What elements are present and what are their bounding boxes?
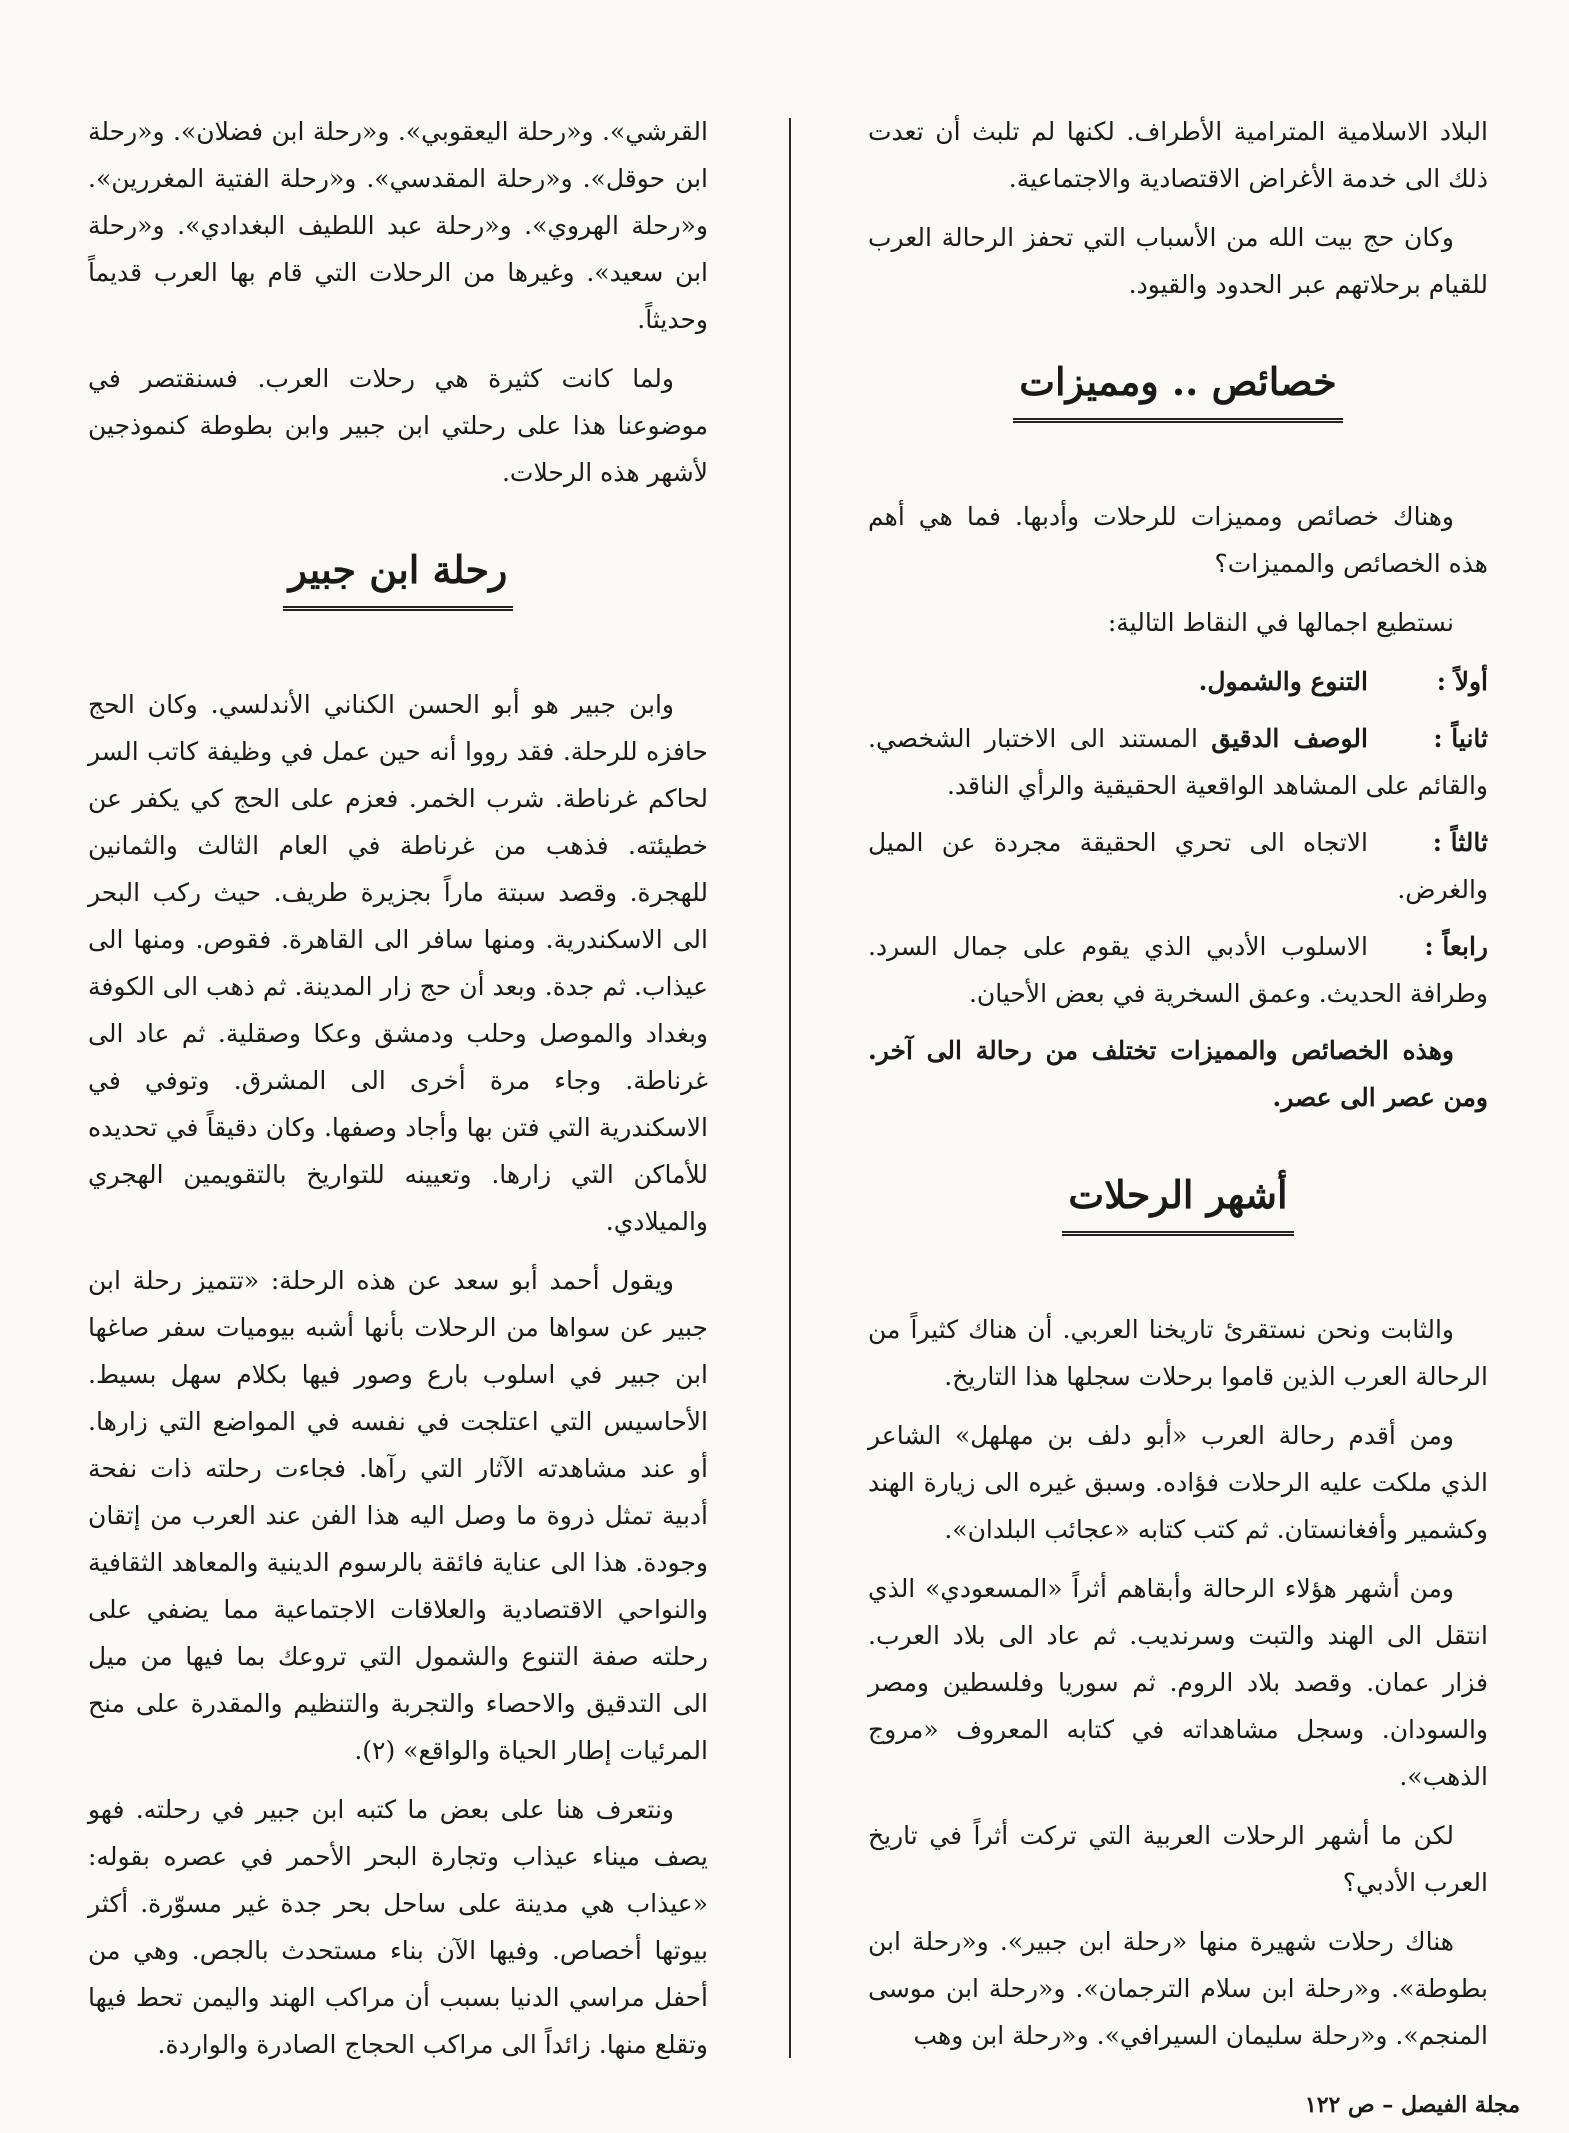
paragraph: والثابت ونحن نستقرئ تاريخنا العربي. أن هناك كثيراً من الرحالة العرب الذين قاموا برحلات سجلها هذا التاريخ. bbox=[868, 1315, 1488, 1391]
paragraph: ويقول أحمد أبو سعد عن هذه الرحلة: «تتميز رحلة ابن جبير عن سواها من الرحلات بأنها أشبه بيوميات سفر صاغها ابن جبير في اسلوب بارع وصور فيها بكلام سهل بسيط. الأحاسيس التي اعتلجت في نفسه في المواضع التي زارها. أو عند مشاهدته الآثار التي رآها. فجاءت رحلته ذات نفحة أدبية تمثل ذروة ما وصل اليه هذا الفن عند العرب من إتقان وجودة. هذا الى عناية فائقة بالرسوم الدينية والمعاهد الثقافية والنواحي الاقتصادية والعلاقات الاجتماعية مما يضفي على رحلته صفة التنوع والشمول التي تروعك بما فيها من ميل الى التدقيق والاحصاء والتجربة والتنظيم والمقدرة على منح المرئيات إطار الحياة والواقع» (٢). bbox=[88, 1266, 708, 1765]
paragraph: ولما كانت كثيرة هي رحلات العرب. فسنقتصر في موضوعنا هذا على رحلتي ابن جبير وابن بطوطة كنموذجين لأشهر هذه الرحلات. bbox=[88, 364, 708, 487]
paragraph: ومن أقدم رحالة العرب «أبو دلف بن مهلهل» الشاعر الذي ملكت عليه الرحلات فؤاده. وسبق غيره الى زيارة الهند وكشمير وأفغانستان. ثم كتب كتابه «عجائب البلدان». bbox=[868, 1421, 1488, 1544]
paragraph: البلاد الاسلامية المترامية الأطراف. لكنها لم تلبث أن تعدت ذلك الى خدمة الأغراض الاقتصادية والاجتماعية. bbox=[868, 117, 1488, 193]
list-item: أولاً :التنوع والشمول. bbox=[1198, 667, 1488, 696]
list-item: ثالثاً :الاتجاه الى تحري الحقيقة مجردة عن الميل والغرض. bbox=[868, 828, 1488, 904]
paragraph: القرشي». و«رحلة اليعقوبي». و«رحلة ابن فضلان». و«رحلة ابن حوقل». و«رحلة المقدسي». و«رحلة الفتية المغررين». و«رحلة الهروي». و«رحلة عبد اللطيف البغدادي». و«رحلة ابن سعيد». وغيرها من الرحلات التي قام بها العرب قديماً وحديثاً. bbox=[88, 117, 708, 334]
section-heading: رحلة ابن جبير bbox=[88, 544, 708, 611]
paragraph: لكن ما أشهر الرحلات العربية التي تركت أثراً في تاريخ العرب الأدبي؟ bbox=[868, 1821, 1488, 1897]
paragraph: وهذه الخصائص والمميزات تختلف من رحالة الى آخر. ومن عصر الى عصر. bbox=[868, 1036, 1488, 1112]
paragraph: نستطيع اجمالها في النقاط التالية: bbox=[1107, 608, 1454, 637]
paragraph: ونتعرف هنا على بعض ما كتبه ابن جبير في رحلته. فهو يصف ميناء عيذاب وتجارة البحر الأحمر في عصره بقوله: «عيذاب هي مدينة على ساحل بحر جدة غير مسوّرة. أكثر بيوتها أخصاص. وفيها الآن بناء مستحدث بالجص. وهي من أحفل مراسي الدنيا بسبب أن مراكب الهند واليمن تحط فيها وتقلع منها. زائداً الى مراكب الحجاج الصادرة والواردة. bbox=[88, 1795, 708, 2059]
right-column bbox=[868, 108, 1488, 2071]
paragraph: ومن أشهر هؤلاء الرحالة وأبقاهم أثراً «المسعودي» الذي انتقل الى الهند والتبت وسرنديب. ثم عاد الى بلاد العرب. فزار عمان. وقصد بلاد الروم. ثم سوريا وفلسطين ومصر والسودان. وسجل مشاهداته في كتابه المعروف «مروج الذهب». bbox=[868, 1574, 1488, 1791]
column-divider bbox=[789, 118, 791, 2058]
page-footer: مجلة الفيصل – ص ١٢٢ bbox=[1304, 2092, 1520, 2118]
paragraph: وكان حج بيت الله من الأسباب التي تحفز الرحالة العرب للقيام برحلاتهم عبر الحدود والقيود. bbox=[868, 223, 1488, 299]
paragraph: هناك رحلات شهيرة منها «رحلة ابن جبير». و«رحلة ابن بطوطة». و«رحلة ابن سلام الترجمان». و«رحلة ابن موسى المنجم». و«رحلة سليمان السيرافي». و«رحلة ابن وهب bbox=[868, 1927, 1488, 2050]
paragraph: وهناك خصائص ومميزات للرحلات وأدبها. فما هي أهم هذه الخصائص والمميزات؟ bbox=[868, 502, 1488, 578]
list-item: رابعاً :الاسلوب الأدبي الذي يقوم على جمال السرد. وطرافة الحديث. وعمق السخرية في بعض الأحيان. bbox=[868, 932, 1488, 1008]
left-column bbox=[88, 108, 708, 2080]
paragraph: وابن جبير هو أبو الحسن الكناني الأندلسي. وكان الحج حافزه للرحلة. فقد رووا أنه حين عمل في وظيفة كاتب السر لحاكم غرناطة. شرب الخمر. فعزم على الحج كي يكفر عن خطيئته. فذهب من غرناطة في العام الثالث والثمانين للهجرة. وقصد سبتة ماراً بجزيرة طريف. حيث ركب البحر الى الاسكندرية. ومنها سافر الى القاهرة. فقوص. ومنها الى عيذاب. ثم جدة. وبعد أن حج زار المدينة. ثم ذهب الى الكوفة وبغداد والموصل وحلب ودمشق وعكا وصقلية. ثم عاد الى غرناطة. وجاء مرة أخرى الى المشرق. وتوفي في الاسكندرية التي فتن بها وأجاد وصفها. وكان دقيقاً في تحديده للأماكن التي زارها. وتعيينه للتواريخ بالتقويمين الهجري والميلادي. bbox=[88, 690, 708, 1236]
section-heading: خصائص .. ومميزات bbox=[868, 356, 1488, 423]
list-item: ثانياً :الوصف الدقيق المستند الى الاختبار الشخصي. والقائم على المشاهد الواقعية الحقيقية والرأي الناقد. bbox=[868, 724, 1488, 800]
section-heading: أشهر الرحلات bbox=[868, 1169, 1488, 1236]
